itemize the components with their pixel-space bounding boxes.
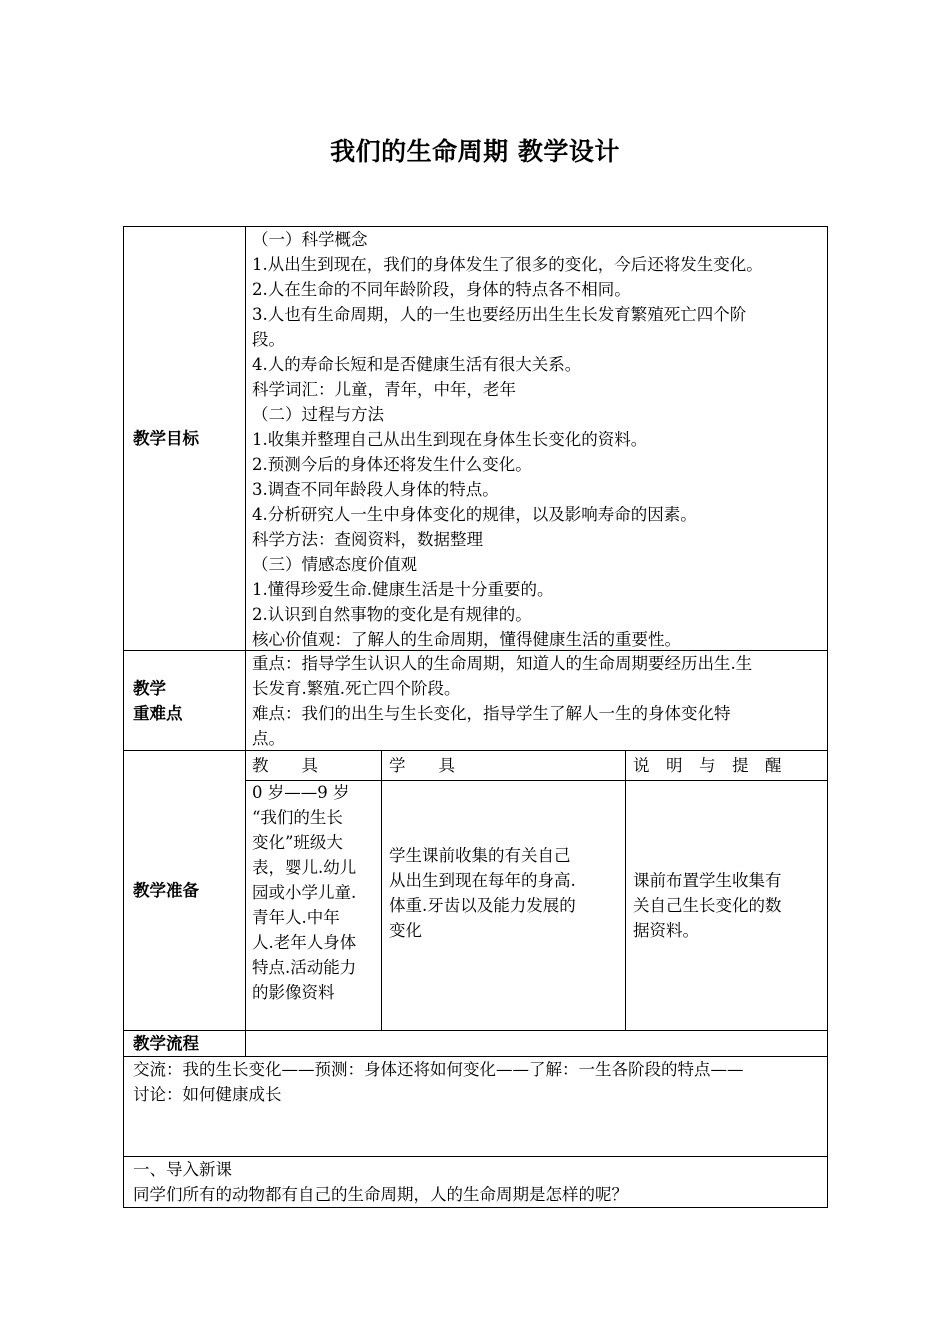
student-tool-line: 变化 <box>389 921 422 940</box>
teacher-tool-line: 人.老年人身体 <box>252 933 357 952</box>
student-tools-content <box>389 843 621 943</box>
preparation-label: 教学准备 <box>133 881 199 900</box>
intro-text: 同学们所有的动物都有自己的生命周期，人的生命周期是怎样的呢？ <box>133 1185 628 1204</box>
objective-line: 3.人也有生命周期，人的一生也要经历出生生长发育繁殖死亡四个阶 <box>252 305 747 324</box>
objective-line: 2.认识到自然事物的变化是有规律的。 <box>252 605 532 624</box>
teacher-tool-line: 特点.活动能力 <box>252 958 357 977</box>
objective-line: 4.人的寿命长短和是否健康生活有很大关系。 <box>252 355 582 374</box>
process-content <box>133 1057 823 1107</box>
notes-content <box>633 868 823 943</box>
objective-line: （三）情感态度价值观 <box>252 555 417 574</box>
objective-line: 4.分析研究人一生中身体变化的规律，以及影响寿命的因素。 <box>252 505 697 524</box>
key-points-label: 教学 重难点 <box>133 679 183 723</box>
key-point-line: 长发育.繁殖.死亡四个阶段。 <box>252 679 461 698</box>
objective-line: 科学词汇：儿童，青年，中年，老年 <box>252 380 516 399</box>
student-tool-line: 学生课前收集的有关自己 <box>389 846 571 865</box>
key-point-line: 点。 <box>252 729 285 748</box>
intro-heading: 一、导入新课 <box>133 1160 232 1179</box>
objectives-label: 教学目标 <box>133 429 199 448</box>
objective-line: 1.懂得珍爱生命.健康生活是十分重要的。 <box>252 580 554 599</box>
teacher-tool-line: 表，婴儿.幼儿 <box>252 858 357 877</box>
student-tool-line: 体重.牙齿以及能力发展的 <box>389 896 576 915</box>
note-line: 关自己生长变化的数 <box>633 896 782 915</box>
objective-line: （二）过程与方法 <box>252 405 384 424</box>
objective-line: 2.人在生命的不同年龄阶段，身体的特点各不相同。 <box>252 280 631 299</box>
objective-line: （一）科学概念 <box>252 230 368 249</box>
page-title: 我们的生命周期 教学设计 <box>330 137 620 166</box>
teacher-tool-line: 变化”班级大 <box>252 833 343 852</box>
teacher-tool-line: 0 岁——9 岁 <box>252 783 350 802</box>
teacher-tools-header: 教 具 <box>252 756 318 775</box>
notes-header: 说 明 与 提 醒 <box>633 756 782 775</box>
process-line: 交流：我的生长变化——预测：身体还将如何变化——了解：一生各阶段的特点—— <box>133 1060 744 1079</box>
objective-line: 科学方法：查阅资料，数据整理 <box>252 530 483 549</box>
key-point-line: 难点：我们的出生与生长变化，指导学生了解人一生的身体变化特 <box>252 704 731 723</box>
objective-line: 1.从出生到现在，我们的身体发生了很多的变化，今后还将发生变化。 <box>252 255 763 274</box>
objectives-content <box>252 227 824 652</box>
teacher-tool-line: 园或小学儿童. <box>252 883 357 902</box>
process-line: 讨论：如何健康成长 <box>133 1085 282 1104</box>
teacher-tool-line: 青年人.中年 <box>252 908 340 927</box>
objective-line: 1.收集并整理自己从出生到现在身体生长变化的资料。 <box>252 430 648 449</box>
objective-line: 3.调查不同年龄段人身体的特点。 <box>252 480 499 499</box>
objective-line: 段。 <box>252 330 285 349</box>
key-point-line: 重点：指导学生认识人的生命周期，知道人的生命周期要经历出生.生 <box>252 654 753 673</box>
teacher-tool-line: “我们的生长 <box>252 808 343 827</box>
teacher-tools-content <box>252 780 376 1005</box>
process-label: 教学流程 <box>133 1034 199 1053</box>
objective-line: 核心价值观：了解人的生命周期，懂得健康生活的重要性。 <box>252 630 681 649</box>
teacher-tool-line: 的影像资料 <box>252 983 335 1002</box>
note-line: 据资料。 <box>633 921 699 940</box>
note-line: 课前布置学生收集有 <box>633 871 782 890</box>
student-tools-header: 学 具 <box>389 756 455 775</box>
objective-line: 2.预测今后的身体还将发生什么变化。 <box>252 455 532 474</box>
intro-section <box>133 1157 823 1207</box>
key-points-content <box>252 651 824 751</box>
student-tool-line: 从出生到现在每年的身高. <box>389 871 576 890</box>
